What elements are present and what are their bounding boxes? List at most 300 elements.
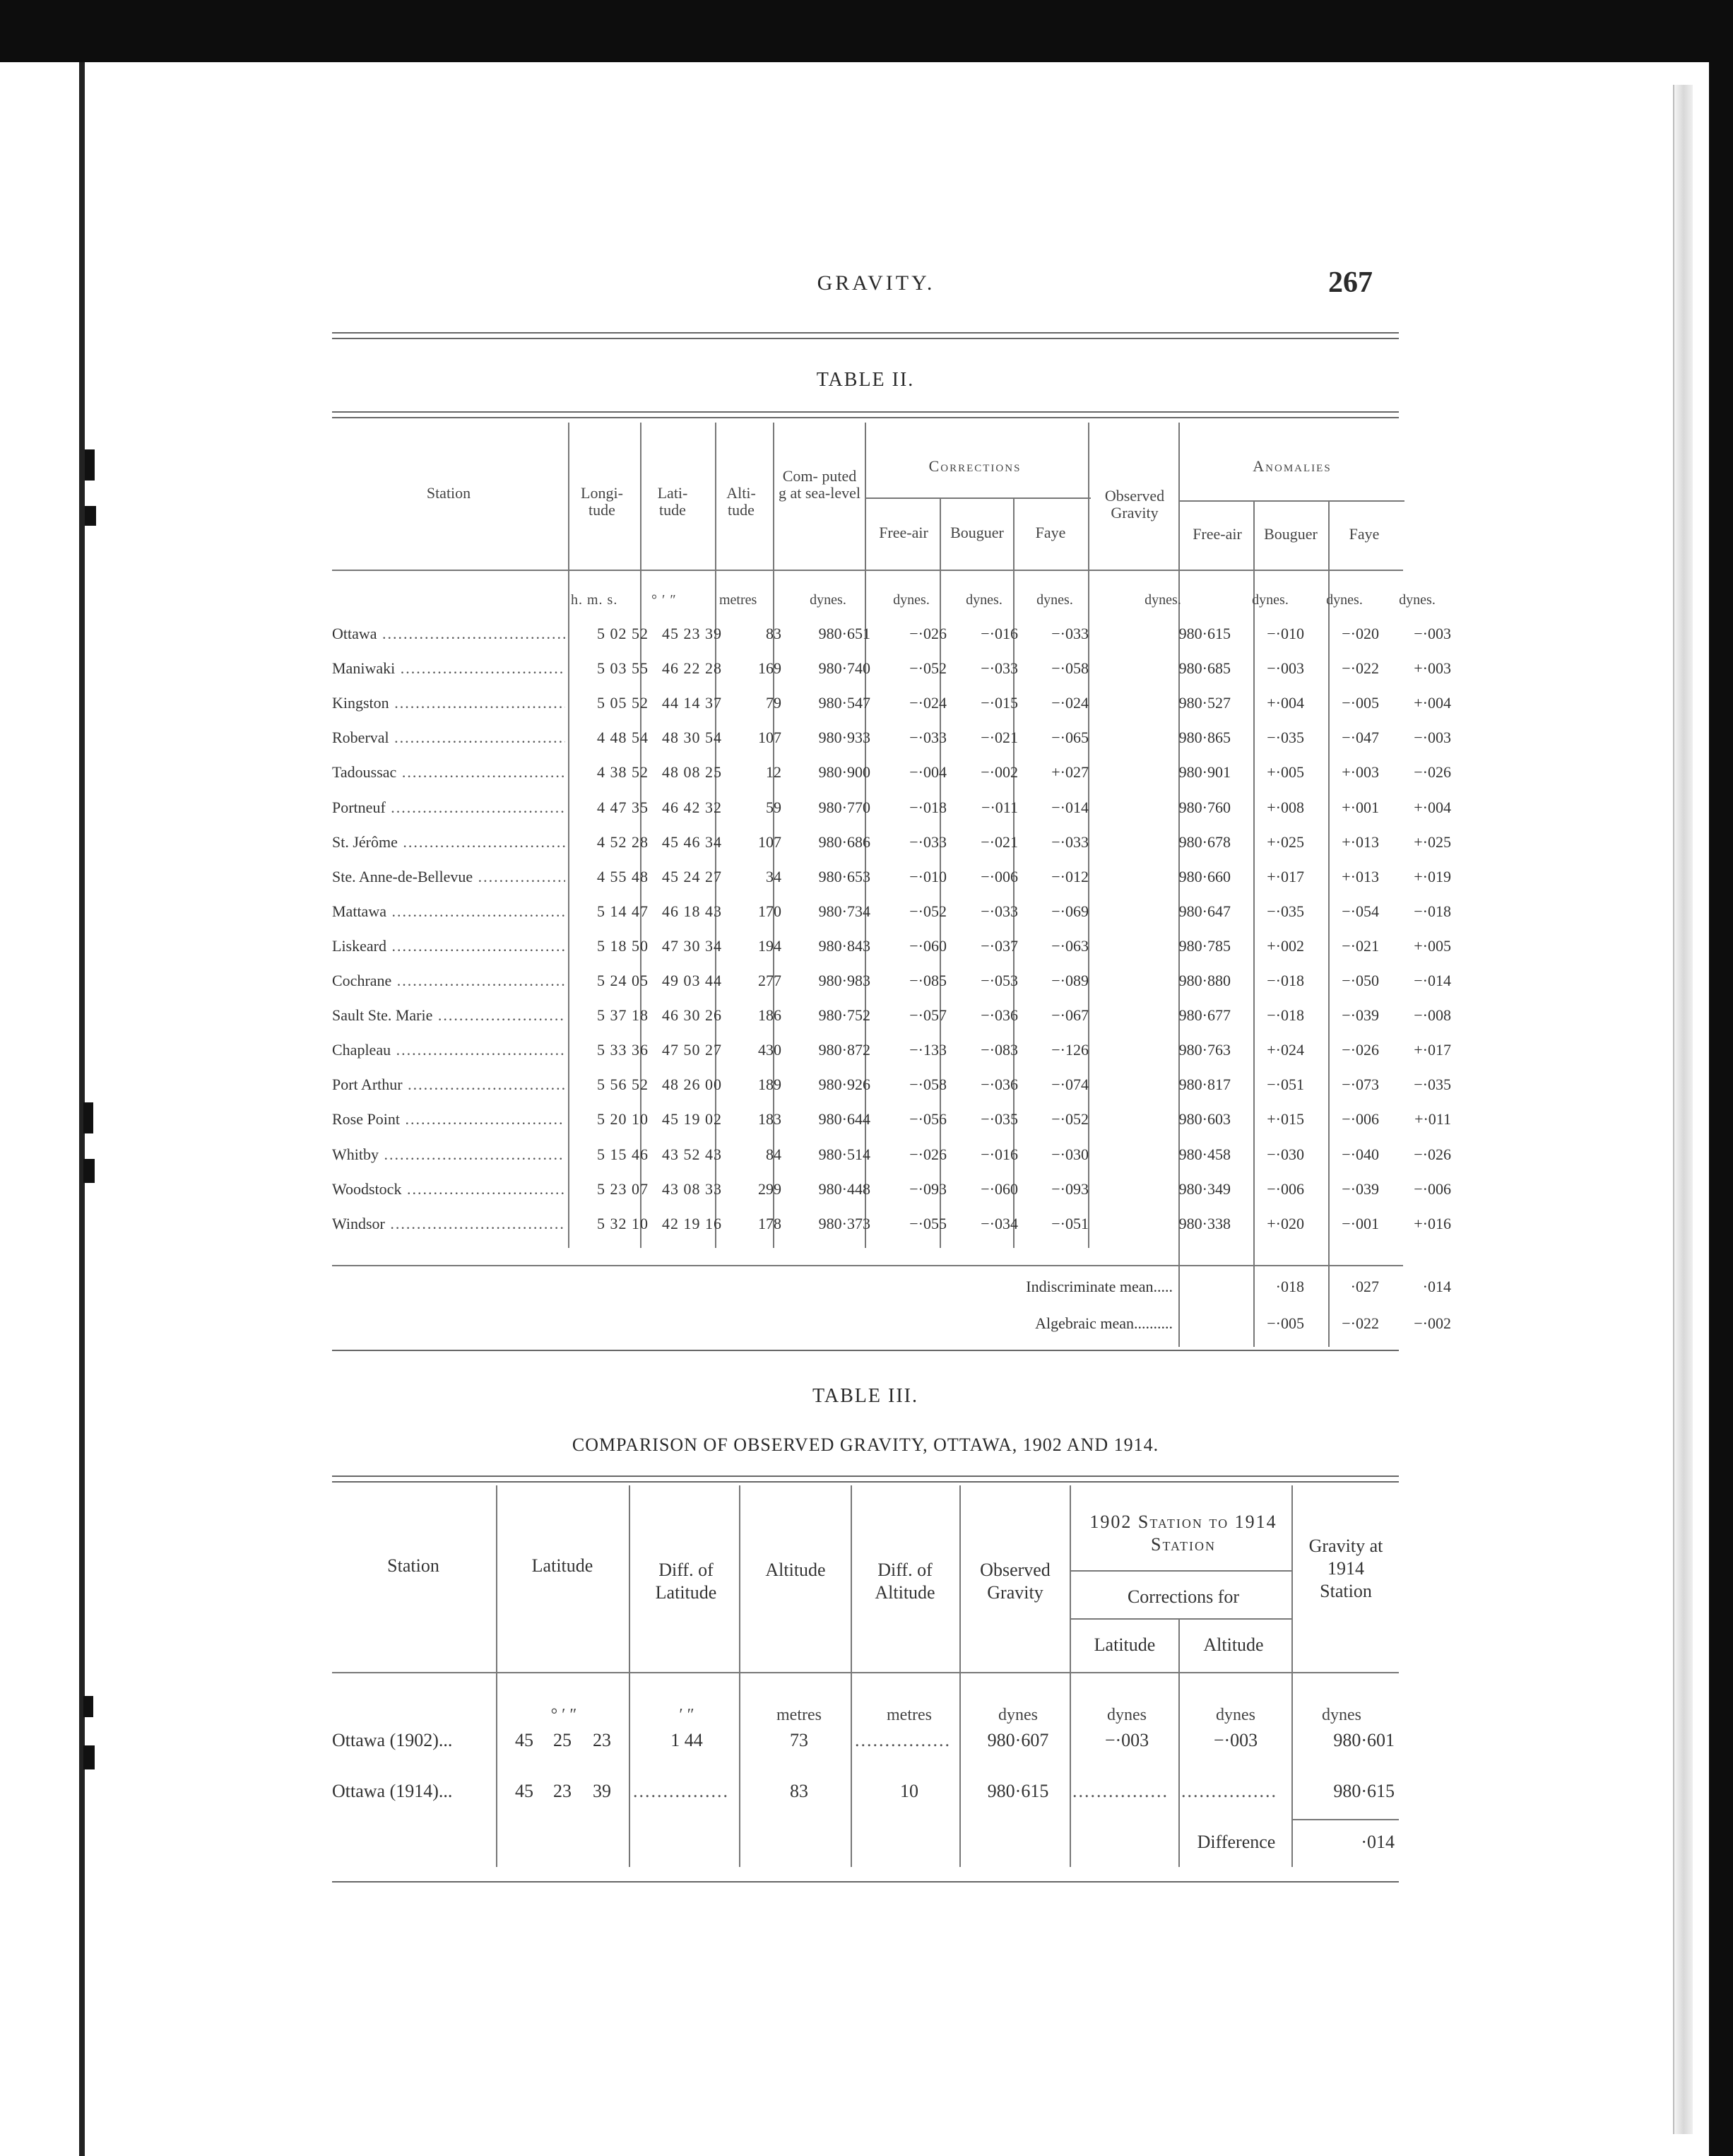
table2-anom-bouguer: −·039 — [1342, 1179, 1379, 1198]
table2-longitude: 5 56 52 — [597, 1076, 649, 1094]
table2-anom-bouguer: +·013 — [1342, 832, 1379, 851]
mean-anom-faye: ·014 — [1422, 1278, 1451, 1295]
table2-anom-free-air: +·025 — [1267, 832, 1304, 851]
table2-anom-free-air: −·018 — [1267, 972, 1304, 989]
table2-computed-g: 980·900 — [818, 763, 870, 782]
table2-corr-bouguer: −·002 — [981, 763, 1018, 782]
table3-corr-altitude: −·003 — [1213, 1730, 1258, 1750]
header-rule — [332, 332, 1399, 334]
table3-column-rule — [1070, 1485, 1071, 1867]
table2-computed-g: 980·514 — [818, 1145, 870, 1163]
table2-anom-free-air: +·017 — [1267, 867, 1304, 885]
unit-bouguer: dynes. — [966, 592, 1002, 608]
table3-corr-latitude-leader — [1072, 1781, 1178, 1802]
table2-mean-row — [332, 1314, 1451, 1343]
unit-computed-g: dynes. — [810, 592, 846, 608]
table2-corr-faye: −·067 — [1051, 1006, 1089, 1025]
table2-anom-free-air: +·005 — [1267, 763, 1304, 782]
table2-corr-bouguer: −·021 — [981, 832, 1018, 851]
table3-caption: TABLE III. — [812, 1385, 918, 1407]
table3-top-rule — [332, 1475, 1399, 1477]
unit-latitude: ° ′ ″ — [550, 1706, 577, 1724]
table2-latitude: 47 50 27 — [662, 1041, 722, 1059]
table2-mean-row — [332, 1278, 1451, 1306]
table2-corr-faye: −·033 — [1051, 832, 1089, 851]
table2-observed-gravity: 980·603 — [1178, 1110, 1231, 1129]
table3-altitude: 83 — [790, 1781, 808, 1801]
table2-station: Sault Ste. Marie ..... — [332, 1006, 565, 1025]
table2-altitude: 107 — [758, 832, 781, 851]
table2-row — [332, 832, 1451, 868]
table3-header-corr-latitude: Latitude — [1094, 1634, 1156, 1655]
table2-row — [332, 659, 1451, 694]
table2-anom-free-air: −·018 — [1267, 1006, 1304, 1025]
table2-observed-gravity: 980·615 — [1178, 625, 1231, 642]
table2-computed-g: 980·448 — [818, 1179, 870, 1198]
table3-header-observed-gravity: Observed Gravity — [980, 1560, 1051, 1603]
table2-station: Maniwaki ..... — [332, 659, 565, 678]
table2-anom-free-air: +·002 — [1267, 936, 1304, 955]
table2-observed-gravity: 980·760 — [1178, 798, 1231, 816]
table2-latitude: 46 18 43 — [662, 902, 722, 920]
table2-header-altitude: Alti- tude — [726, 484, 756, 519]
table2-corr-faye: −·014 — [1051, 798, 1089, 816]
table2-corr-faye: −·051 — [1051, 1214, 1089, 1232]
unit-corr-latitude: dynes — [1107, 1706, 1147, 1724]
table2-header-subrule — [1180, 500, 1404, 502]
table2-row — [332, 694, 1451, 729]
table3-observed-gravity: 980·607 — [987, 1730, 1049, 1750]
table2-corr-faye: −·052 — [1051, 1110, 1089, 1129]
table2-corr-bouguer: −·036 — [981, 1006, 1018, 1025]
table2-header-observed-gravity: Observed Gravity — [1104, 487, 1165, 522]
table2-corr-faye: −·030 — [1051, 1145, 1089, 1163]
table2-altitude: 83 — [766, 625, 781, 642]
table2-altitude: 169 — [758, 659, 781, 678]
table3-header-station: Station — [387, 1555, 439, 1576]
table3-difference-row — [332, 1832, 1406, 1860]
table2-altitude: 178 — [758, 1214, 781, 1232]
mean-anom-bouguer: ·027 — [1350, 1278, 1379, 1295]
mean-anom-free-air: −·005 — [1267, 1314, 1304, 1332]
table2-corr-free-air: −·060 — [909, 936, 947, 955]
table2-computed-g: 980·770 — [818, 798, 870, 816]
table3-header-rule — [332, 1672, 1399, 1673]
table2-anom-bouguer: −·005 — [1342, 694, 1379, 712]
table2-longitude: 5 20 10 — [597, 1110, 649, 1129]
table2-computed-g: 980·734 — [818, 902, 870, 920]
table2-corr-bouguer: −·011 — [981, 798, 1018, 816]
table2-observed-gravity: 980·880 — [1178, 972, 1231, 989]
table2-corr-bouguer: −·035 — [981, 1110, 1018, 1129]
table2-altitude: 186 — [758, 1006, 781, 1025]
unit-latitude: ° ′ ″ — [651, 592, 677, 608]
table2-corr-free-air: −·085 — [909, 972, 947, 989]
table3-diff-altitude-leader — [855, 1730, 959, 1751]
table2-header-longitude: Longi- tude — [581, 484, 623, 519]
table2-altitude: 189 — [758, 1076, 781, 1094]
table2-computed-g: 980·373 — [818, 1214, 870, 1232]
table2-corr-bouguer: −·036 — [981, 1076, 1018, 1094]
table3-header-diff-altitude: Diff. of Altitude — [875, 1560, 935, 1603]
table3-station: Ottawa (1914)... — [332, 1781, 453, 1801]
table2-header-bouguer: Bouguer — [950, 524, 1004, 541]
table2-top-rule — [332, 411, 1399, 413]
table2-longitude: 5 05 52 — [597, 694, 649, 712]
table2-anom-faye: −·026 — [1414, 763, 1451, 782]
table3-bottom-rule — [332, 1881, 1399, 1883]
table2-anom-bouguer: −·039 — [1342, 1006, 1379, 1025]
table2-observed-gravity: 980·901 — [1178, 763, 1231, 782]
table2-latitude: 45 46 34 — [662, 832, 722, 851]
unit-altitude: metres — [776, 1706, 822, 1724]
table2-station: Whitby ..... — [332, 1145, 565, 1164]
table2-row — [332, 763, 1451, 798]
table2-corr-bouguer: −·037 — [981, 936, 1018, 955]
table2-latitude: 43 08 33 — [662, 1179, 722, 1198]
table3-lat-deg: 45 — [515, 1781, 533, 1801]
table2-latitude: 47 30 34 — [662, 936, 722, 955]
table2-anom-bouguer: −·050 — [1342, 972, 1379, 989]
table2-longitude: 4 52 28 — [597, 832, 649, 851]
table2-corr-free-air: −·004 — [909, 763, 947, 782]
table2-anom-bouguer: −·001 — [1342, 1214, 1379, 1232]
table2-latitude: 48 30 54 — [662, 729, 722, 747]
table2-station: Windsor ..... — [332, 1215, 565, 1233]
table2-row — [332, 867, 1451, 902]
table3-column-rule — [851, 1485, 852, 1867]
table2-latitude: 45 19 02 — [662, 1110, 722, 1129]
table2-observed-gravity: 980·817 — [1178, 1076, 1231, 1094]
table2-corr-faye: −·065 — [1051, 729, 1089, 747]
table2-anom-bouguer: −·047 — [1342, 729, 1379, 747]
table2-corr-faye: −·089 — [1051, 972, 1089, 989]
table2-corr-faye: −·074 — [1051, 1076, 1089, 1094]
table2-corr-free-air: −·033 — [909, 832, 947, 851]
table2-latitude: 46 22 28 — [662, 659, 722, 678]
table2-longitude: 5 14 47 — [597, 902, 649, 920]
table3-gravity-1914: 980·601 — [1333, 1730, 1395, 1750]
table2-computed-g: 980·752 — [818, 1006, 870, 1025]
table2-header-latitude: Lati- tude — [657, 484, 688, 519]
table2-computed-g: 980·843 — [818, 936, 870, 955]
table2-anom-bouguer: −·026 — [1342, 1041, 1379, 1059]
table3-header-latitude: Latitude — [531, 1555, 593, 1576]
unit-altitude: metres — [719, 592, 757, 608]
table2-anom-faye: −·008 — [1414, 1006, 1451, 1025]
table2-anom-free-air: +·024 — [1267, 1041, 1304, 1059]
table2-station: Port Arthur ..... — [332, 1076, 565, 1094]
table2-altitude: 183 — [758, 1110, 781, 1129]
table2-latitude: 42 19 16 — [662, 1214, 722, 1232]
unit-gravity-1914: dynes — [1322, 1706, 1361, 1724]
table2-station: Ste. Anne-de-Bellevue ..... — [332, 868, 565, 886]
table2-station: Roberval ..... — [332, 729, 565, 747]
table2-anom-free-air: +·015 — [1267, 1110, 1304, 1129]
table2-observed-gravity: 980·527 — [1178, 694, 1231, 712]
table2-anom-faye: −·003 — [1414, 625, 1451, 642]
table3-column-rule — [629, 1485, 630, 1867]
table2-computed-g: 980·651 — [818, 625, 870, 642]
table2-row — [332, 902, 1451, 937]
table3-column-rule — [496, 1485, 497, 1867]
mean-anom-faye: −·002 — [1414, 1314, 1451, 1332]
table3-difference-rule — [1293, 1819, 1399, 1820]
table3-header-corrections-for: Corrections for — [1127, 1586, 1240, 1607]
mean-label: Algebraic mean.......... — [1035, 1314, 1173, 1332]
table2-observed-gravity: 980·349 — [1178, 1179, 1231, 1198]
table2-row — [332, 1110, 1451, 1145]
table2-observed-gravity: 980·677 — [1178, 1006, 1231, 1025]
table2-units-row — [332, 592, 1436, 613]
table2-anom-faye: −·014 — [1414, 972, 1451, 989]
table2-anom-bouguer: +·003 — [1342, 763, 1379, 782]
table2-computed-g: 980·547 — [818, 694, 870, 712]
table2-anom-faye: +·025 — [1414, 832, 1451, 851]
table2-anom-free-air: −·006 — [1267, 1179, 1304, 1198]
table2-altitude: 59 — [766, 798, 781, 816]
table2-row — [332, 1179, 1451, 1215]
table2-corr-bouguer: −·060 — [981, 1179, 1018, 1198]
table3-row — [332, 1781, 1406, 1809]
table3-gravity-1914: 980·615 — [1333, 1781, 1395, 1801]
table2-anom-bouguer: −·073 — [1342, 1076, 1379, 1094]
table2-anom-faye: −·026 — [1414, 1145, 1451, 1163]
table2-computed-g: 980·653 — [818, 867, 870, 885]
table2-longitude: 5 23 07 — [597, 1179, 649, 1198]
table2-corr-free-air: −·026 — [909, 625, 947, 642]
table2-header-faye: Faye — [1035, 524, 1066, 541]
unit-observed-gravity: dynes. — [1145, 592, 1181, 608]
table3-lat-sec: 39 — [593, 1781, 611, 1801]
table3-header-gravity-1914: Gravity at 1914 Station — [1308, 1536, 1383, 1601]
table2-anom-free-air: −·003 — [1267, 659, 1304, 678]
table2-altitude: 170 — [758, 902, 781, 920]
unit-diff-latitude: ′ ″ — [679, 1706, 694, 1724]
unit-longitude: h. m. s. — [571, 592, 618, 608]
table2-altitude: 194 — [758, 936, 781, 955]
table3-lat-sec: 23 — [593, 1730, 611, 1750]
table2-anom-faye: +·004 — [1414, 694, 1451, 712]
table2-row — [332, 729, 1451, 763]
table2-corr-faye: −·012 — [1051, 867, 1089, 885]
table2-anom-faye: −·006 — [1414, 1179, 1451, 1198]
unit-diff-altitude: metres — [887, 1706, 932, 1724]
unit-observed-gravity: dynes — [998, 1706, 1038, 1724]
table2-longitude: 4 48 54 — [597, 729, 649, 747]
table2-corr-free-air: −·052 — [909, 902, 947, 920]
table2-observed-gravity: 980·458 — [1178, 1145, 1231, 1163]
table2-corr-bouguer: −·016 — [981, 625, 1018, 642]
table2-station: Ottawa ..... — [332, 625, 565, 643]
table2-observed-gravity: 980·763 — [1178, 1041, 1231, 1059]
table2-longitude: 5 02 52 — [597, 625, 649, 642]
unit-free-air: dynes. — [893, 592, 930, 608]
table2-latitude: 48 08 25 — [662, 763, 722, 782]
mean-label: Indiscriminate mean..... — [1026, 1278, 1173, 1295]
unit-anom-free-air: dynes. — [1252, 592, 1289, 608]
table2-corr-faye: −·024 — [1051, 694, 1089, 712]
table2-latitude: 45 24 27 — [662, 867, 722, 885]
table2-observed-gravity: 980·660 — [1178, 867, 1231, 885]
table2-corr-free-air: −·055 — [909, 1214, 947, 1232]
table3-header-subrule — [1071, 1570, 1291, 1572]
table2-top-rule — [332, 417, 1399, 418]
table2-latitude: 49 03 44 — [662, 972, 722, 989]
unit-faye: dynes. — [1036, 592, 1073, 608]
table2-observed-gravity: 980·865 — [1178, 729, 1231, 747]
table3-lat-deg: 45 — [515, 1730, 533, 1750]
table2-corr-bouguer: −·083 — [981, 1041, 1018, 1059]
table2-header-anom-faye: Faye — [1349, 525, 1380, 543]
table2-altitude: 84 — [766, 1145, 781, 1163]
table3-altitude: 73 — [790, 1730, 808, 1750]
table3-lat-min: 23 — [553, 1781, 572, 1801]
table2-anom-faye: −·035 — [1414, 1076, 1451, 1094]
table3-header-altitude: Altitude — [765, 1560, 826, 1580]
table3-header-subrule — [1071, 1618, 1291, 1620]
running-head: GRAVITY. — [817, 271, 935, 295]
table2-row — [332, 1145, 1451, 1180]
table2-latitude: 44 14 37 — [662, 694, 722, 712]
table2-anom-faye: −·018 — [1414, 902, 1451, 920]
table2-corr-free-air: −·024 — [909, 694, 947, 712]
table2-altitude: 277 — [758, 972, 781, 989]
table2-latitude: 48 26 00 — [662, 1076, 722, 1094]
table2-anom-bouguer: −·054 — [1342, 902, 1379, 920]
table2-corr-free-air: −·052 — [909, 659, 947, 678]
table2-row — [332, 798, 1451, 833]
table3-title: COMPARISON OF OBSERVED GRAVITY, OTTAWA, 1902 AND 1914. — [572, 1435, 1159, 1455]
unit-anom-faye: dynes. — [1399, 592, 1436, 608]
page-number: 267 — [1328, 266, 1373, 299]
table2-observed-gravity: 980·678 — [1178, 832, 1231, 851]
table2-anom-bouguer: −·040 — [1342, 1145, 1379, 1163]
table2-anom-bouguer: −·006 — [1342, 1110, 1379, 1129]
table2-anom-faye: +·016 — [1414, 1214, 1451, 1232]
table2-header-subrule — [865, 497, 1091, 499]
table2-latitude: 43 52 43 — [662, 1145, 722, 1163]
table2-row — [332, 1006, 1451, 1041]
table2-corr-bouguer: −·053 — [981, 972, 1018, 989]
table2-longitude: 4 55 48 — [597, 867, 649, 885]
table2-longitude: 5 24 05 — [597, 972, 649, 989]
table2-header-anom-bouguer: Bouguer — [1264, 525, 1318, 543]
mean-anom-free-air: ·018 — [1275, 1278, 1304, 1295]
table2-longitude: 5 32 10 — [597, 1214, 649, 1232]
table3-column-rule — [739, 1485, 740, 1867]
table2-anom-free-air: −·051 — [1267, 1076, 1304, 1094]
table2-row — [332, 1076, 1451, 1110]
table2-row — [332, 972, 1451, 1006]
table2-corr-free-air: −·133 — [909, 1041, 947, 1059]
table2-corr-free-air: −·057 — [909, 1006, 947, 1025]
table2-caption: TABLE II. — [816, 369, 915, 391]
table2-altitude: 79 — [766, 694, 781, 712]
table3-header-station-group: 1902 Station to 1914 Station — [1089, 1512, 1277, 1555]
table2-station: Mattawa ..... — [332, 902, 565, 921]
table2-computed-g: 980·983 — [818, 972, 870, 989]
table2-corr-bouguer: −·006 — [981, 867, 1018, 885]
table3-header-diff-latitude: Diff. of Latitude — [655, 1560, 717, 1603]
table3-column-rule — [1291, 1485, 1293, 1867]
table2-altitude: 107 — [758, 729, 781, 747]
table2-station: Portneuf ..... — [332, 799, 565, 817]
table2-corr-free-air: −·056 — [909, 1110, 947, 1129]
table2-anom-free-air: −·010 — [1267, 625, 1304, 642]
table2-longitude: 5 37 18 — [597, 1006, 649, 1025]
table2-header-free-air: Free-air — [879, 524, 928, 541]
table2-corr-free-air: −·033 — [909, 729, 947, 747]
table2-observed-gravity: 980·685 — [1178, 659, 1231, 678]
table2-anom-free-air: +·008 — [1267, 798, 1304, 816]
table2-computed-g: 980·686 — [818, 832, 870, 851]
table2-anom-bouguer: −·022 — [1342, 659, 1379, 678]
table3-units-row — [332, 1706, 1406, 1727]
table2-bottom-rule — [332, 1350, 1399, 1351]
table2-computed-g: 980·740 — [818, 659, 870, 678]
table2-header-anom-free-air: Free-air — [1193, 525, 1242, 543]
table2-station: Kingston ..... — [332, 694, 565, 712]
table2-observed-gravity: 980·647 — [1178, 902, 1231, 920]
table2-header-station: Station — [426, 484, 471, 502]
table2-anom-faye: +·004 — [1414, 798, 1451, 816]
table2-corr-faye: −·126 — [1051, 1041, 1089, 1059]
table3-corr-latitude: −·003 — [1104, 1730, 1149, 1750]
mean-anom-bouguer: −·022 — [1342, 1314, 1379, 1332]
table2-altitude: 34 — [766, 867, 781, 885]
table2-corr-bouguer: −·033 — [981, 659, 1018, 678]
table2-corr-bouguer: −·016 — [981, 1145, 1018, 1163]
table2-corr-faye: −·069 — [1051, 902, 1089, 920]
table3-lat-min: 25 — [553, 1730, 572, 1750]
table2-corr-free-air: −·010 — [909, 867, 947, 885]
table2-header-corrections: Corrections — [928, 457, 1022, 475]
table2-corr-faye: −·063 — [1051, 936, 1089, 955]
table3-diff-altitude: 10 — [900, 1781, 918, 1801]
table2-anom-faye: +·011 — [1414, 1110, 1451, 1129]
table2-corr-faye: +·027 — [1051, 763, 1089, 782]
table2-corr-bouguer: −·034 — [981, 1214, 1018, 1232]
table2-longitude: 5 15 46 — [597, 1145, 649, 1163]
table2-station: Chapleau ..... — [332, 1041, 565, 1059]
table2-row — [332, 625, 1451, 659]
header-rule — [332, 338, 1399, 339]
table2-anom-bouguer: +·001 — [1342, 798, 1379, 816]
table2-anom-faye: +·003 — [1414, 659, 1451, 678]
table2-longitude: 4 38 52 — [597, 763, 649, 782]
table2-anom-faye: +·017 — [1414, 1041, 1451, 1059]
table2-body-rule — [332, 1265, 1403, 1266]
table2-altitude: 299 — [758, 1179, 781, 1198]
table2-latitude: 45 23 39 — [662, 625, 722, 642]
table2-anom-faye: +·019 — [1414, 867, 1451, 885]
table2-observed-gravity: 980·338 — [1178, 1214, 1231, 1232]
table2-altitude: 12 — [766, 763, 781, 782]
table2-station: Tadoussac ..... — [332, 763, 565, 782]
table3-header-corr-altitude: Altitude — [1203, 1634, 1264, 1655]
table2-header-computed-g: Com- puted g at sea-level — [778, 467, 861, 502]
table2-anom-bouguer: +·013 — [1342, 867, 1379, 885]
table2-longitude: 5 33 36 — [597, 1041, 649, 1059]
table2-corr-free-air: −·058 — [909, 1076, 947, 1094]
table3-corr-altitude-leader — [1181, 1781, 1287, 1802]
table2-row — [332, 1041, 1451, 1076]
table2-corr-faye: −·058 — [1051, 659, 1089, 678]
table3-top-rule — [332, 1481, 1399, 1483]
table2-latitude: 46 30 26 — [662, 1006, 722, 1025]
table2-longitude: 4 47 35 — [597, 798, 649, 816]
